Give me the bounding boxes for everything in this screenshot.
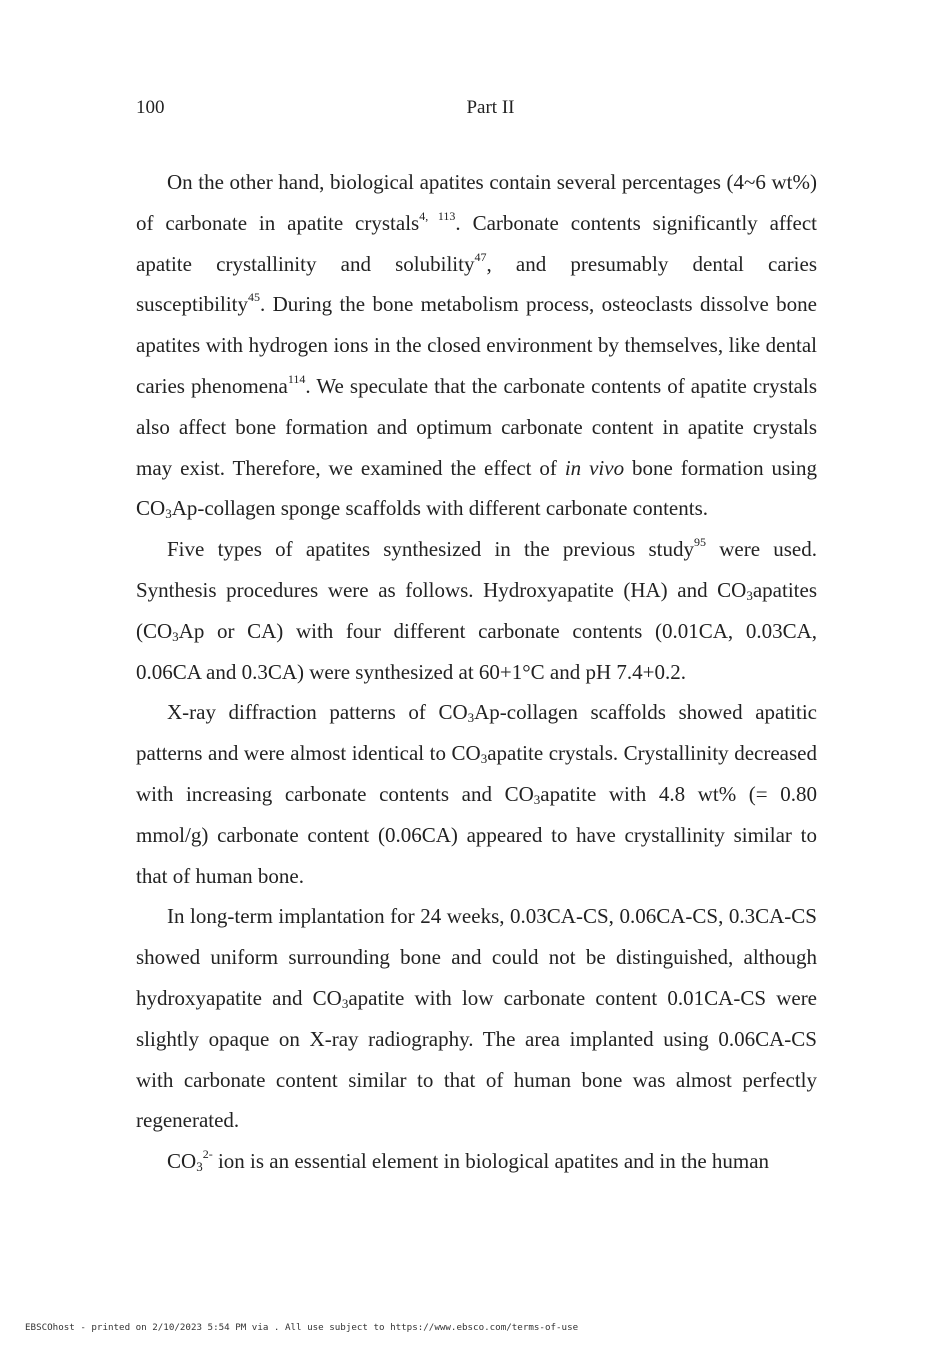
- text-run: Ap-collagen sponge scaffolds with different carbonate contents.: [171, 496, 708, 521]
- footer-notice: EBSCOhost - printed on 2/10/2023 5:54 PM via . All use subject to https://www.ebsco.com/terms-of-use: [25, 1322, 579, 1333]
- subscript: 3: [165, 506, 172, 522]
- page-number: 100: [136, 97, 165, 118]
- superscript: 47: [474, 249, 487, 264]
- superscript: 95: [693, 535, 706, 550]
- text-run: In long-term implantation for 24 weeks, 0.03CA-CS, 0.06CA-CS, 0.3CA-CS showed uniform surrounding bone and could not be distinguished, although hydroxyapatite and CO: [136, 904, 817, 1010]
- text-run: Ap or CA) with four different carbonate contents (0.01CA, 0.03CA, 0.06CA and 0.3CA) were synthesized at 60+1°C and pH 7.4+0.2.: [136, 618, 817, 684]
- subscript: 3: [341, 995, 349, 1011]
- superscript: 114: [287, 371, 306, 386]
- text-run: . During the bone metabolism process, osteoclasts dissolve bone apatites with hydrogen ions in the closed environment by themselves, like dental caries phenomena: [136, 292, 817, 398]
- running-head: Part II: [466, 97, 515, 118]
- text-run: ion is an essential element in biological apatites and in the human: [212, 1149, 770, 1174]
- superscript: 4, 113: [419, 208, 456, 223]
- body-text: [136, 162, 817, 1182]
- text-run: , and presumably dental caries susceptibility: [136, 251, 817, 317]
- subscript: 3: [746, 587, 753, 603]
- text-run: apatites (CO: [136, 577, 817, 643]
- text-run: were used. Synthesis procedures were as follows. Hydroxyapatite (HA) and CO: [136, 537, 817, 602]
- text-run: Ap-collagen scaffolds showed apatitic patterns and were almost identical to CO: [136, 700, 817, 766]
- text-run: CO: [167, 1149, 197, 1174]
- paragraph: [136, 162, 817, 529]
- text-run: On the other hand, biological apatites contain several percentages (4~6 wt%) of carbonate in apatite crystals: [136, 170, 817, 235]
- paragraph: [136, 692, 817, 896]
- paragraph: [136, 529, 817, 692]
- text-run: apatite with 4.8 wt% (= 0.80 mmol/g) carbonate content (0.06CA) appeared to have crystallinity similar to that of human bone.: [136, 781, 817, 888]
- text-run: bone formation using CO: [136, 455, 818, 521]
- subscript: 3: [172, 628, 179, 644]
- subscript: 3: [480, 751, 488, 767]
- text-run: Five types of apatites synthesized in the previous study: [167, 537, 694, 562]
- paragraph: [136, 1141, 817, 1182]
- subscript: 3: [196, 1159, 203, 1175]
- text-run: apatite with low carbonate content 0.01CA-CS were slightly opaque on X-ray radiography. The area implanted using 0.06CA-CS with carbonate content similar to that of human bone was almost perfectly regenerated.: [136, 985, 818, 1133]
- superscript: 45: [248, 290, 260, 305]
- paragraph: [136, 896, 817, 1141]
- text-run: X-ray diffraction patterns of CO: [167, 700, 468, 725]
- subscript: 3: [467, 710, 475, 726]
- italic-text: in vivo: [564, 455, 625, 480]
- superscript: 2-: [202, 1147, 213, 1162]
- subscript: 3: [533, 791, 541, 807]
- text-run: . Carbonate contents significantly affect apatite crystallinity and solubility: [136, 210, 817, 276]
- text-run: apatite crystals. Crystallinity decreased with increasing carbonate contents and CO: [136, 741, 817, 806]
- text-run: . We speculate that the carbonate contents of apatite crystals also affect bone formation and optimum carbonate content in apatite crystals may exist. Therefore, we examined the effect of: [136, 373, 817, 480]
